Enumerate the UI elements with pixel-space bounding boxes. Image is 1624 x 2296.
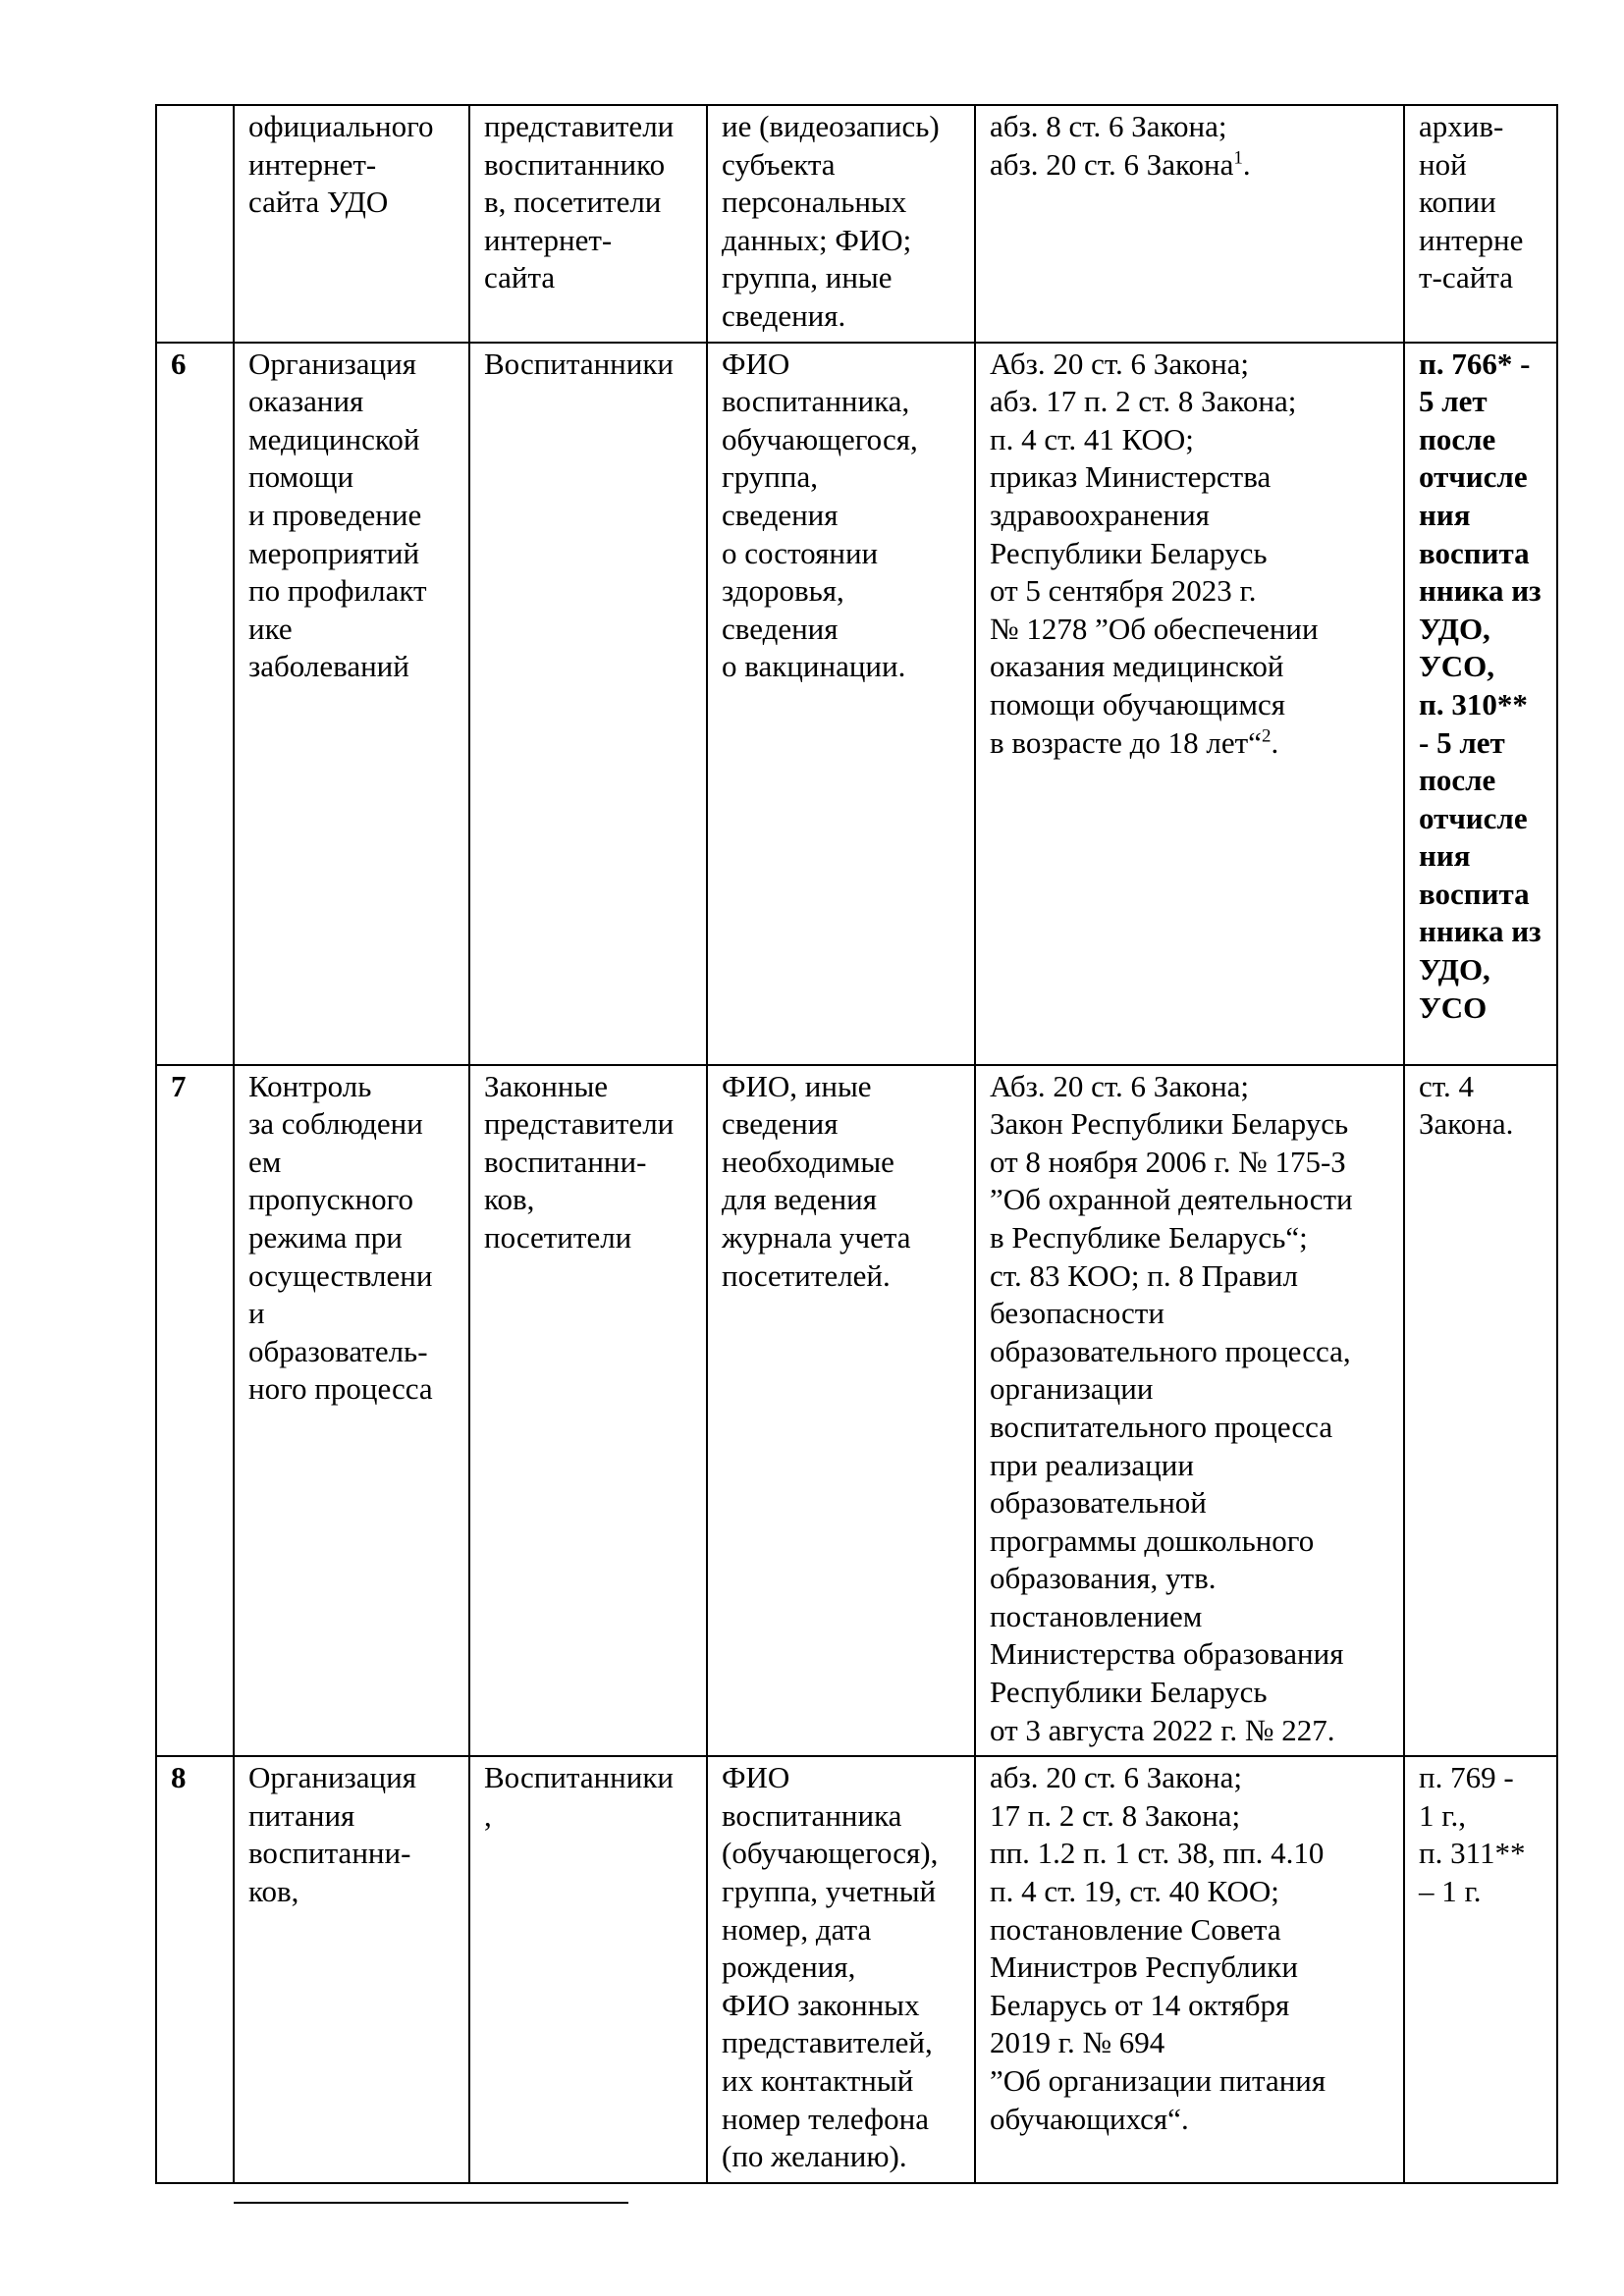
legal-basis-text: Абз. 20 ст. 6 Закона; Закон Республики Беларусь от 8 ноября 2006 г. № 175-З ”Об охранной деятельности в Республике Беларусь“; ст. 83 КОО; п. 8 Правил безопасности образовательного процесса, организации воспитательного процесса при реализации образовательной программы дошкольного образования, утв. постановлением Министерства образования Республики Беларусь от 3 августа 2022 г. № 227. bbox=[990, 1068, 1353, 1747]
table-row bbox=[156, 1756, 1557, 2183]
footnote-separator bbox=[234, 2202, 628, 2204]
legal-basis bbox=[975, 343, 1404, 1065]
personal-data-list: ФИО воспитанника, обучающегося, группа, сведения о состоянии здоровья, сведения о вакцинации. bbox=[707, 343, 975, 1065]
table-row bbox=[156, 1065, 1557, 1757]
data-subjects: Воспитанники , bbox=[469, 1756, 707, 2183]
processing-purpose: официального интернет- сайта УДО bbox=[234, 105, 469, 343]
storage-term: п. 766* - 5 лет после отчисле ния воспита нника из УДО, УСО, п. 310** - 5 лет после отчисле ния воспита нника из УДО, УСО bbox=[1404, 343, 1557, 1065]
storage-term: архив- ной копии интерне т-сайта bbox=[1404, 105, 1557, 343]
personal-data-list: ФИО, иные сведения необходимые для ведения журнала учета посетителей. bbox=[707, 1065, 975, 1757]
personal-data-list: ФИО воспитанника (обучающегося), группа, учетный номер, дата рождения, ФИО законных представителей, их контактный номер телефона (по желанию). bbox=[707, 1756, 975, 2183]
row-number: 6 bbox=[156, 343, 234, 1065]
legal-basis-end: . bbox=[1271, 724, 1279, 760]
footnote-ref: 1 bbox=[1233, 147, 1243, 169]
data-subjects: Воспитанники bbox=[469, 343, 707, 1065]
row-number: 7 bbox=[156, 1065, 234, 1757]
legal-basis-text: абз. 20 ст. 6 Закона; 17 п. 2 ст. 8 Закона; пп. 1.2 п. 1 ст. 38, пп. 4.10 п. 4 ст. 19, ст. 40 КОО; постановление Совета Министров Республики Беларусь от 14 октября 2019 г. № 694 ”Об организации питания обучающихся“. bbox=[990, 1760, 1326, 2136]
storage-term: ст. 4 Закона. bbox=[1404, 1065, 1557, 1757]
legal-basis-text: абз. 8 ст. 6 Закона; абз. 20 ст. 6 Закона bbox=[990, 109, 1234, 182]
storage-term: п. 769 - 1 г., п. 311** – 1 г. bbox=[1404, 1756, 1557, 2183]
legal-basis bbox=[975, 1065, 1404, 1757]
processing-purpose: Организация питания воспитанни- ков, bbox=[234, 1756, 469, 2183]
data-subjects: представители воспитаннико в, посетители интернет- сайта bbox=[469, 105, 707, 343]
table-row bbox=[156, 105, 1557, 343]
data-subjects: Законные представители воспитанни- ков, посетители bbox=[469, 1065, 707, 1757]
row-number: 8 bbox=[156, 1756, 234, 2183]
personal-data-list: ие (видеозапись) субъекта персональных данных; ФИО; группа, иные сведения. bbox=[707, 105, 975, 343]
legal-basis-end: . bbox=[1242, 146, 1251, 182]
legal-basis bbox=[975, 1756, 1404, 2183]
table-row bbox=[156, 343, 1557, 1065]
row-number bbox=[156, 105, 234, 343]
legal-basis bbox=[975, 105, 1404, 343]
footnote-ref: 2 bbox=[1261, 725, 1272, 747]
processing-purpose: Организация оказания медицинской помощи и проведение мероприятий по профилакт ике заболеваний bbox=[234, 343, 469, 1065]
processing-purpose: Контроль за соблюдени ем пропускного режима при осуществлени и образователь- ного процесса bbox=[234, 1065, 469, 1757]
personal-data-table bbox=[155, 104, 1558, 2184]
legal-basis-text: Абз. 20 ст. 6 Закона; абз. 17 п. 2 ст. 8 Закона; п. 4 ст. 41 КОО; приказ Министерства здравоохранения Республики Беларусь от 5 сентября 2023 г. № 1278 ”Об обеспечении оказания медицинской помощи обучающимся в возрасте до 18 лет“ bbox=[990, 346, 1319, 760]
